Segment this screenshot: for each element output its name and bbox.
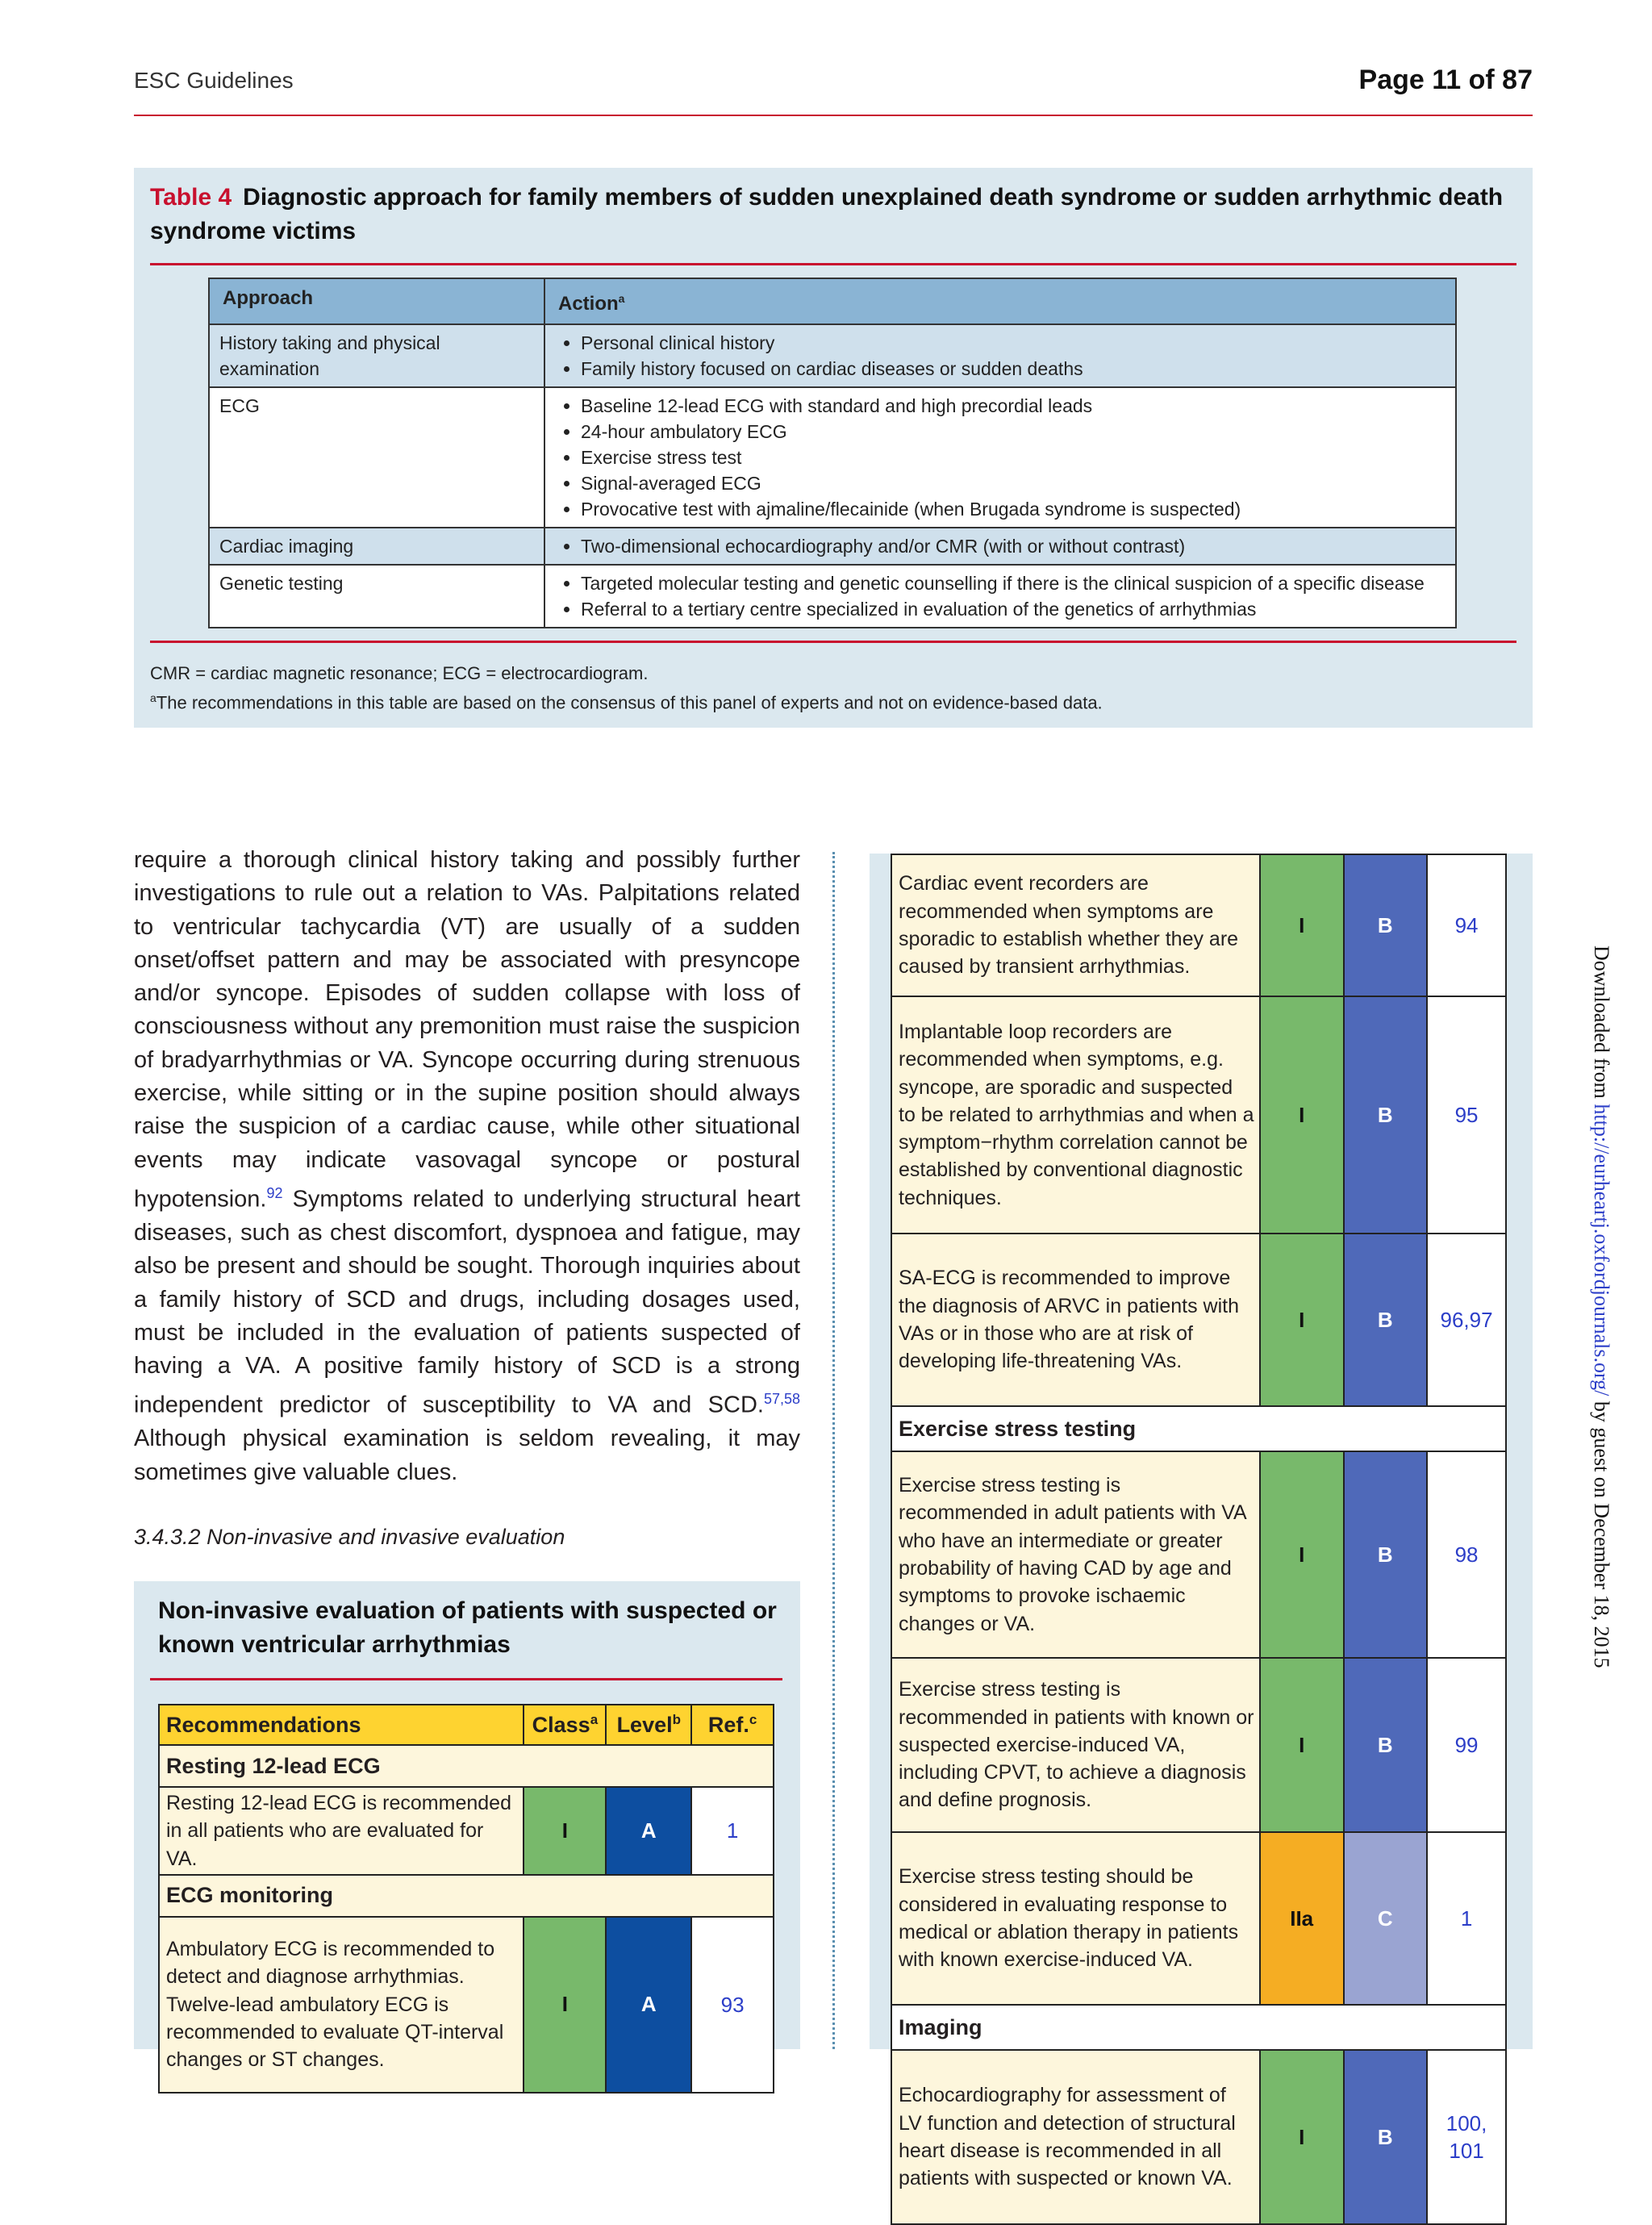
recommendation-table-left: [158, 1704, 774, 2094]
action-list: [555, 393, 1446, 522]
recommendation-text: Resting 12-lead ECG is recommended in all patients who are evaluated for VA.: [159, 1787, 524, 1875]
recommendation-text: Cardiac event recorders are recommended when symptoms are sporadic to establish whether they are caused by transient arrhythmias.: [891, 854, 1260, 996]
page-number: Page 11 of 87: [1358, 65, 1533, 95]
action-item: • Targeted molecular testing and genetic counselling if there is the clinical suspicion of a specific disease: [581, 570, 1446, 596]
reference-cell[interactable]: 1: [691, 1787, 774, 1875]
section-heading: ECG monitoring: [159, 1875, 774, 1917]
level-cell: C: [1344, 1832, 1428, 2005]
reference-cell[interactable]: 96,97: [1427, 1234, 1506, 1406]
approach-cell: Genetic testing: [209, 565, 544, 628]
action-item: • Exercise stress test: [581, 445, 1446, 470]
level-cell: B: [1344, 1451, 1428, 1658]
class-cell: I: [1260, 1658, 1344, 1832]
action-cell: [544, 565, 1456, 628]
level-cell: B: [1344, 2050, 1428, 2224]
header-rule: [134, 115, 1533, 116]
col-header-level: Level$^b$: [606, 1705, 691, 1745]
level-cell: B: [1344, 1234, 1428, 1406]
col-header-ref: Ref.$^c$: [691, 1705, 774, 1745]
section-row: [891, 2005, 1506, 2050]
recommendation-text: Implantable loop recorders are recommended when symptoms, e.g. syncope, are sporadic and suspected to be related to arrhythmias and when a symptom−rhythm correlation cannot be established by conventional diagnostic techniques.: [891, 996, 1260, 1234]
recommendation-table-right: [891, 854, 1507, 2225]
section-row: [891, 1406, 1506, 1451]
class-cell: I: [1260, 854, 1344, 996]
class-cell: I: [1260, 2050, 1344, 2224]
section-heading: Resting 12-lead ECG: [159, 1745, 774, 1787]
class-cell: I: [1260, 1451, 1344, 1658]
recommendation-row: [891, 1832, 1506, 2005]
section-row: [159, 1875, 774, 1917]
recommendation-row: [159, 1917, 774, 2093]
reference-cell[interactable]: 100, 101: [1427, 2050, 1506, 2224]
recommendation-row: [891, 1234, 1506, 1406]
action-list: [555, 570, 1446, 622]
col-header-approach: Approach: [209, 278, 544, 324]
table-row: [209, 387, 1456, 528]
recommendation-text: Exercise stress testing is recommended in adult patients with VA who have an intermediate or greater probability of having CAD by age and symptoms to provoke ischaemic changes or VA.: [891, 1451, 1260, 1658]
recommendation-text: Ambulatory ECG is recommended to detect and diagnose arrhythmias. Twelve-lead ambulatory ECG is recommended to evaluate QT-interval changes or ST changes.: [159, 1917, 524, 2093]
level-cell: B: [1344, 854, 1428, 996]
recommendation-row: [891, 1658, 1506, 1832]
col-header-action: Action$^a$: [544, 278, 1456, 324]
table4-label: Table 4: [150, 184, 232, 211]
action-list: [555, 330, 1446, 382]
reference-cell[interactable]: 98: [1427, 1451, 1506, 1658]
action-item: • Two-dimensional echocardiography and/or CMR (with or without contrast): [581, 533, 1446, 559]
recommendation-row: [891, 2050, 1506, 2224]
recommendation-text: SA-ECG is recommended to improve the diagnosis of ARVC in patients with VAs or in those who are at risk of developing life-threatening VAs.: [891, 1234, 1260, 1406]
body-paragraph: require a thorough clinical history taking and possibly further investigations to rule out a relation to VAs. Palpitations related to ventricular tachycardia (VT) are usually of a sudden onset/offset pattern and may be associated with presyncope and/or syncope. Episodes of sudden collapse with loss of consciousness without any premonition must raise the suspicion of bradyarrhythmias or VA. Syncope occurring during strenuous exercise, while sitting or in the supine position should always raise the suspicion of a cardiac cause, while other situational events may indicate vasovagal syncope or postural hypotension.$^{92}$ Symptoms related to underlying structural heart diseases, such as chest discomfort, dyspnoea and fatigue, may also be present and should be sought. Thorough inquiries about a family history of SCD and drugs, including dosages used, must be included in the evaluation of patients suspected of having a VA. A positive family history of SCD is a strong independent predictor of susceptibility to VA and SCD.$^{57,58}$ Although physical examination is seldom revealing, it may sometimes give valuable clues.: [134, 847, 800, 1485]
action-cell: [544, 528, 1456, 565]
table-row: [209, 528, 1456, 565]
download-link[interactable]: http://eurheartj.oxfordjournals.org/: [1590, 1104, 1613, 1396]
reference-cell[interactable]: 1: [1427, 1832, 1506, 2005]
action-item: • Baseline 12-lead ECG with standard and high precordial leads: [581, 393, 1446, 419]
recommendation-row: [159, 1787, 774, 1875]
recommendation-row: [891, 1451, 1506, 1658]
level-cell: A: [606, 1917, 691, 2093]
level-cell: B: [1344, 996, 1428, 1234]
action-item: • Provocative test with ajmaline/flecainide (when Brugada syndrome is suspected): [581, 496, 1446, 522]
approach-cell: History taking and physical examination: [209, 324, 544, 387]
table4-footnote: $^a$The recommendations in this table are based on the consensus of this panel of experts and not on evidence-based data.: [150, 691, 1103, 713]
action-cell: [544, 324, 1456, 387]
col-header-recommendations: Recommendations: [159, 1705, 524, 1745]
action-item: • Family history focused on cardiac diseases or sudden deaths: [581, 356, 1446, 382]
approach-cell: ECG: [209, 387, 544, 528]
recommendation-box-title: Non-invasive evaluation of patients with suspected or known ventricular arrhythmias: [158, 1597, 777, 1658]
col-header-class: Class$^a$: [524, 1705, 606, 1745]
subsection-heading: 3.4.3.2 Non-invasive and invasive evaluation: [134, 1525, 565, 1549]
column-divider: [832, 852, 835, 2049]
recommendation-box-rule: [150, 1678, 782, 1680]
table4: [208, 278, 1457, 628]
download-note: Downloaded from http://eurheartj.oxfordjournals.org/ by guest on December 18, 2015: [1590, 946, 1613, 1668]
recommendation-row: [891, 854, 1506, 996]
class-cell: I: [524, 1917, 606, 2093]
table4-footnote: CMR = cardiac magnetic resonance; ECG = electrocardiogram.: [150, 663, 649, 683]
table-row: [209, 565, 1456, 628]
reference-cell[interactable]: 94: [1427, 854, 1506, 996]
section-row: [159, 1745, 774, 1787]
level-cell: B: [1344, 1658, 1428, 1832]
citation-link[interactable]: 92: [266, 1184, 283, 1201]
running-header: ESC Guidelines: [134, 68, 294, 93]
reference-cell[interactable]: 95: [1427, 996, 1506, 1234]
citation-link[interactable]: 57,58: [763, 1391, 800, 1408]
class-cell: I: [1260, 1234, 1344, 1406]
section-heading: Exercise stress testing: [891, 1406, 1506, 1451]
action-item: • Signal-averaged ECG: [581, 470, 1446, 496]
table-row: [209, 324, 1456, 387]
action-item: • Referral to a tertiary centre specialized in evaluation of the genetics of arrhythmias: [581, 596, 1446, 622]
level-cell: A: [606, 1787, 691, 1875]
table4-top-rule: [150, 263, 1516, 265]
recommendation-text: Echocardiography for assessment of LV function and detection of structural heart disease is recommended in all patients with suspected or known VA.: [891, 2050, 1260, 2224]
action-list: [555, 533, 1446, 559]
action-item: • 24-hour ambulatory ECG: [581, 419, 1446, 445]
section-heading: Imaging: [891, 2005, 1506, 2050]
table4-title-text: Diagnostic approach for family members of sudden unexplained death syndrome or sudden arrhythmic death syndrome victims: [150, 184, 1504, 244]
table4-footnotes: [150, 662, 1513, 715]
class-cell: IIa: [1260, 1832, 1344, 2005]
class-cell: I: [1260, 996, 1344, 1234]
reference-cell[interactable]: 93: [691, 1917, 774, 2093]
recommendation-text: Exercise stress testing is recommended in patients with known or suspected exercise-induced VA, including CPVT, to achieve a diagnosis and define prognosis.: [891, 1658, 1260, 1832]
recommendation-row: [891, 996, 1506, 1234]
approach-cell: Cardiac imaging: [209, 528, 544, 565]
table4-bottom-rule: [150, 641, 1516, 643]
recommendation-text: Exercise stress testing should be considered in evaluating response to medical or ablation therapy in patients with known exercise-induced VA.: [891, 1832, 1260, 2005]
reference-cell[interactable]: 99: [1427, 1658, 1506, 1832]
action-cell: [544, 387, 1456, 528]
table4-title: [150, 181, 1521, 248]
class-cell: I: [524, 1787, 606, 1875]
action-item: • Personal clinical history: [581, 330, 1446, 356]
